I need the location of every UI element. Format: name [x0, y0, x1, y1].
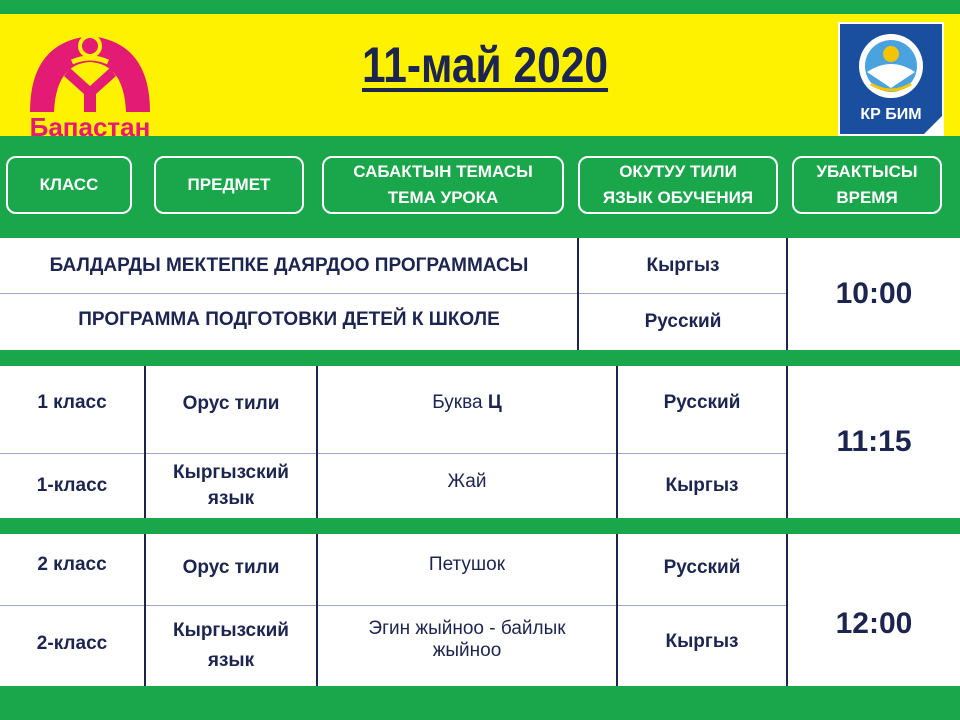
subject-line: Кыргызский [173, 620, 289, 641]
language-cell: Русский [663, 557, 741, 578]
time-cell: 12:00 [835, 607, 913, 640]
time-cell: 10:00 [835, 277, 913, 310]
column-header-label: ВРЕМЯ [836, 188, 898, 207]
column-header-label: ПРЕДМЕТ [187, 175, 271, 194]
column-header-label: ОКУТУУ ТИЛИ [619, 162, 737, 181]
column-header-label: САБАКТЫН ТЕМАСЫ [353, 162, 533, 181]
class-cell: 2 класс [37, 554, 107, 575]
class-cell: 1 класс [37, 392, 107, 413]
kyrgyzstan-emblem-icon [840, 26, 942, 106]
language-cell: Русский [663, 392, 741, 413]
column-header-label: УБАКТЫСЫ [816, 162, 918, 181]
topic-cell [318, 366, 616, 440]
topic-letter: Ц [487, 392, 502, 413]
balastan-logo-icon [20, 24, 160, 114]
column-divider [616, 534, 618, 686]
topic-text: Буква [432, 392, 488, 413]
column-divider [786, 366, 788, 518]
row-divider [0, 293, 788, 294]
row-divider [0, 605, 788, 606]
class-cell: 2-класс [36, 633, 108, 654]
subject-cell [146, 454, 316, 518]
subject-line: язык [207, 650, 255, 671]
subject-line: Кыргызский [173, 462, 289, 483]
language-cell: Кыргыз [665, 631, 739, 652]
subject-cell: Орус тили [182, 393, 280, 414]
page-title: 11-май 2020 [361, 37, 609, 93]
subject-cell [146, 606, 316, 686]
column-header-language [578, 156, 778, 214]
topic-cell: Петушок [428, 554, 506, 575]
class-cell: 1-класс [36, 475, 108, 496]
column-divider [144, 534, 146, 686]
subject-cell: Орус тили [182, 557, 280, 578]
topic-cell [318, 610, 616, 670]
column-header-class [6, 156, 132, 214]
column-divider [316, 366, 318, 518]
header-banner [0, 14, 960, 142]
language-cell: Русский [644, 311, 722, 332]
column-divider [786, 238, 788, 350]
column-header-subject [154, 156, 304, 214]
program-name: БАЛДАРДЫ МЕКТЕПКЕ ДАЯРДОО ПРОГРАММАСЫ [49, 255, 529, 276]
logo-text: Бапастан [29, 112, 151, 142]
column-divider [786, 534, 788, 686]
schedule-block-preschool [0, 238, 960, 350]
topic-line: жыйноо [432, 640, 502, 661]
program-name: ПРОГРАММА ПОДГОТОВКИ ДЕТЕЙ К ШКОЛЕ [78, 309, 500, 330]
subject-line: язык [207, 488, 255, 509]
column-header-label: КЛАСС [39, 175, 99, 194]
row-divider [0, 453, 788, 454]
column-header-label: ЯЗЫК ОБУЧЕНИЯ [602, 188, 754, 207]
balapan-logo [20, 24, 160, 142]
column-divider [316, 534, 318, 686]
topic-cell: Жай [447, 471, 487, 492]
schedule-block-grade2 [0, 534, 960, 686]
emblem-label: КР БИМ [860, 106, 922, 123]
column-divider [616, 366, 618, 518]
column-header-time [792, 156, 942, 214]
kr-bim-badge [838, 22, 944, 136]
time-cell: 11:15 [836, 425, 912, 458]
schedule-block-grade1 [0, 366, 960, 518]
column-divider [577, 238, 579, 350]
topic-line: Эгин жыйноо - байлык [368, 618, 566, 639]
language-cell: Кыргыз [646, 255, 720, 276]
column-header-topic [322, 156, 564, 214]
language-cell: Кыргыз [665, 475, 739, 496]
column-divider [144, 366, 146, 518]
column-header-label: ТЕМА УРОКА [387, 188, 499, 207]
